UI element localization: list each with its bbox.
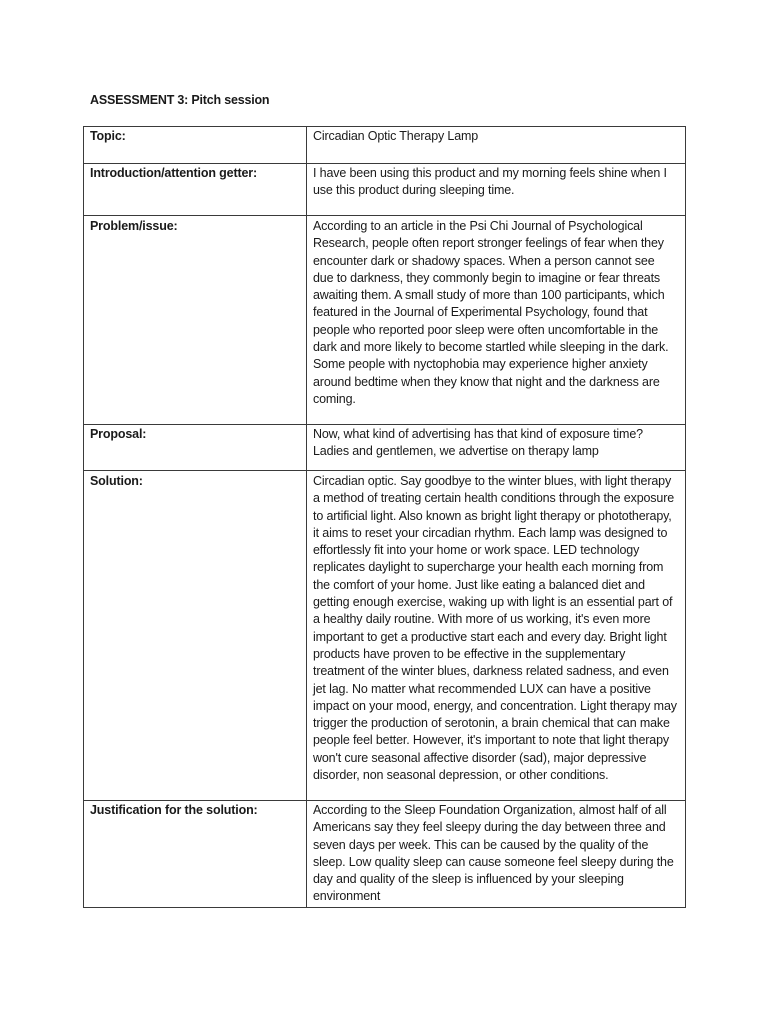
row-value-text: Circadian Optic Therapy Lamp [313, 129, 479, 143]
row-label-proposal [84, 425, 307, 471]
table-row-justification [84, 801, 686, 908]
row-value-introduction [307, 164, 686, 216]
row-label-text: Problem/issue: [90, 219, 178, 233]
table-row-proposal [84, 425, 686, 471]
row-value-solution [307, 471, 686, 801]
row-label-text: Topic: [90, 129, 126, 143]
row-value-text: Circadian optic. Say goodbye to the winter blues, with light therapy a method of treating certain health conditions through the exposure to artificial light. Also known as bright light therapy or phototherapy, it aims to reset your circadian rhythm. Each lamp was designed to effortlessly fit into your home or work space. LED technology replicates daylight to supercharge your health each morning from the comfort of your home. Just like eating a balanced diet and getting enough exercise, waking up with light is an essential part of a healthy daily routine. With more of us working, it's even more important to get a productive start each and every day. Bright light products have proven to be effective in the supplementary treatment of the winter blues, darkness related sadness, and even jet lag. No matter what recommended LUX can have a positive impact on your mood, energy, and concentration. Light therapy may trigger the production of serotonin, a brain chemical that can make people feel better. However, it's important to note that light therapy won't cure seasonal affective disorder (sad), major depressive disorder, non seasonal depression, or other conditions. [313, 474, 677, 783]
row-value-text: According to the Sleep Foundation Organization, almost half of all Americans say they feel sleepy during the day between three and seven days per week. This can be caused by the quality of the sleep. Low quality sleep can cause someone feel sleepy during the day and quality of the sleep is influenced by your sleeping environment [313, 803, 674, 904]
row-label-text: Solution: [90, 474, 143, 488]
row-label-text: Proposal: [90, 427, 147, 441]
page-title: ASSESSMENT 3: Pitch session [90, 93, 270, 107]
table-row-problem [84, 216, 686, 425]
table-row-introduction [84, 164, 686, 216]
pitch-table [83, 126, 686, 908]
row-value-proposal [307, 425, 686, 471]
row-value-problem [307, 216, 686, 425]
row-value-topic [307, 127, 686, 164]
row-value-text: Now, what kind of advertising has that kind of exposure time? Ladies and gentlemen, we advertise on therapy lamp [313, 427, 643, 459]
table-row-topic [84, 127, 686, 164]
row-label-solution [84, 471, 307, 801]
row-label-problem [84, 216, 307, 425]
row-label-topic [84, 127, 307, 164]
row-label-text: Justification for the solution: [90, 803, 258, 817]
row-label-text: Introduction/attention getter: [90, 166, 258, 180]
row-value-text: According to an article in the Psi Chi Journal of Psychological Research, people often report stronger feelings of fear when they encounter dark or shadowy spaces. When a person cannot see due to darkness, they commonly begin to imagine or fear threats awaiting them. A small study of more than 100 participants, which featured in the Journal of Experimental Psychology, found that people who reported poor sleep were often uncomfortable in the dark and more likely to become startled while sleeping in the dark. Some people with nyctophobia may experience higher anxiety around bedtime when they know that night and the darkness are coming. [313, 219, 669, 406]
row-label-introduction [84, 164, 307, 216]
row-value-text: I have been using this product and my morning feels shine when I use this product during sleeping time. [313, 166, 667, 198]
table-row-solution [84, 471, 686, 801]
row-value-justification [307, 801, 686, 908]
row-label-justification [84, 801, 307, 908]
